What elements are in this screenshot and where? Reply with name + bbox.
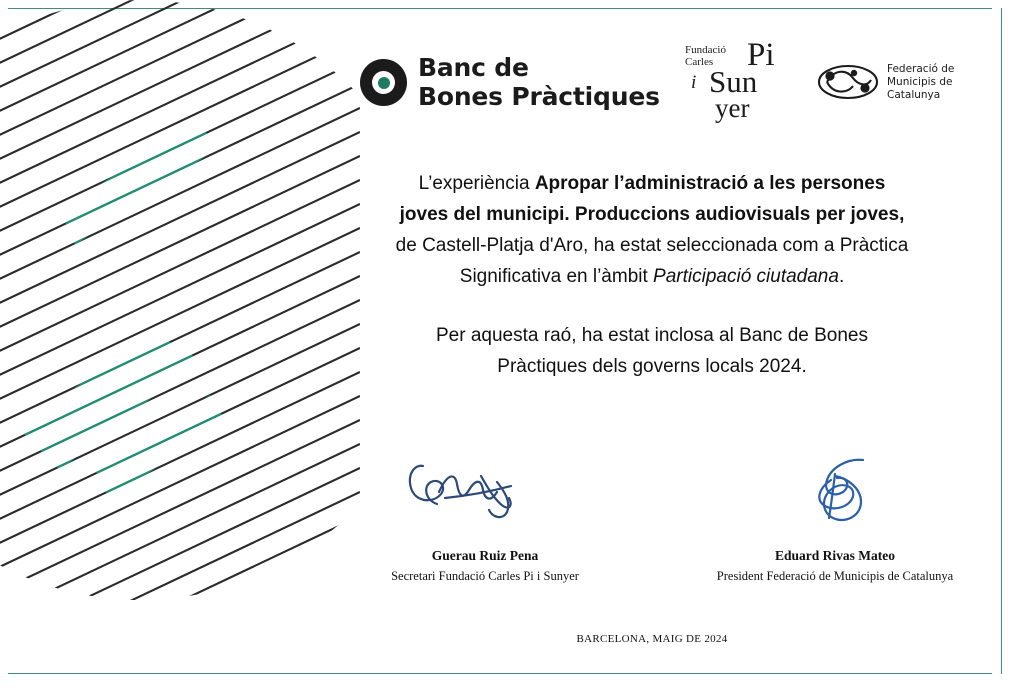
- fmc-wordmark-line1: Federació de: [887, 62, 955, 75]
- pisunyer-word-i: i: [691, 72, 697, 93]
- fmc-wordmark-line2: Municipis de: [887, 75, 953, 88]
- signature-block-left: [355, 452, 615, 584]
- paragraph1-mid: de Castell-Platja d'Aro, ha estat seleccionada com a Pràctica Significativa en l’àmbit: [395, 235, 909, 287]
- pisunyer-line-carles: Carles: [685, 56, 714, 68]
- bbp-wordmark: [418, 54, 660, 111]
- paragraph1-pre: L’experiència: [418, 173, 535, 194]
- bbp-wordmark-line2: Bones Pràctiques: [418, 81, 660, 111]
- signature-block-right: [705, 452, 965, 584]
- pisunyer-word-yer: yer: [715, 93, 750, 123]
- certificate-body: [392, 168, 912, 382]
- fmc-wordmark: [887, 63, 954, 102]
- bbp-wordmark-line1: Banc de: [418, 53, 529, 82]
- signature-image-left: [355, 452, 615, 530]
- federacio-municipis-catalunya-logo: [817, 60, 954, 104]
- paragraph1-end: .: [838, 266, 845, 287]
- pisunyer-word-sun: Sun: [709, 64, 758, 99]
- signature-role-left: Secretari Fundació Carles Pi i Sunyer: [391, 569, 579, 583]
- signature-role-right: President Federació de Municipis de Catalunya: [716, 569, 954, 583]
- fmc-emblem-icon: [817, 60, 879, 104]
- pisunyer-word-pi: Pi: [747, 37, 775, 73]
- decorative-hatch-graphic: [0, 0, 360, 688]
- experience-title: Apropar l’administració a les persones joves del municipi. Produccions audiovisuals per joves,: [399, 173, 905, 225]
- place-and-date: BARCELONA, MAIG DE 2024: [576, 633, 728, 645]
- fundacio-carles-pi-i-sunyer-logo: [685, 37, 803, 128]
- bbp-circle-icon: [360, 59, 407, 106]
- fmc-wordmark-line3: Catalunya: [887, 88, 941, 101]
- border-top-line: [8, 8, 992, 9]
- signature-name-left: Guerau Ruiz Pena: [431, 548, 539, 563]
- signature-image-right: [705, 452, 965, 530]
- pisunyer-line-fundacio: Fundació: [685, 44, 726, 56]
- scope-name: Participació ciutadana: [653, 266, 839, 287]
- banc-de-bones-practiques-logo: [360, 54, 660, 111]
- certificate-paragraph-2: Per aquesta raó, ha estat inclosa al Banc de Bones Pràctiques dels governs locals 2024.: [436, 325, 868, 377]
- certificate-paragraph-1: [392, 168, 912, 292]
- logo-row: [355, 37, 975, 128]
- signature-name-right: Eduard Rivas Mateo: [774, 548, 895, 563]
- border-right-line: [1001, 8, 1002, 674]
- border-bottom-line: [8, 673, 992, 674]
